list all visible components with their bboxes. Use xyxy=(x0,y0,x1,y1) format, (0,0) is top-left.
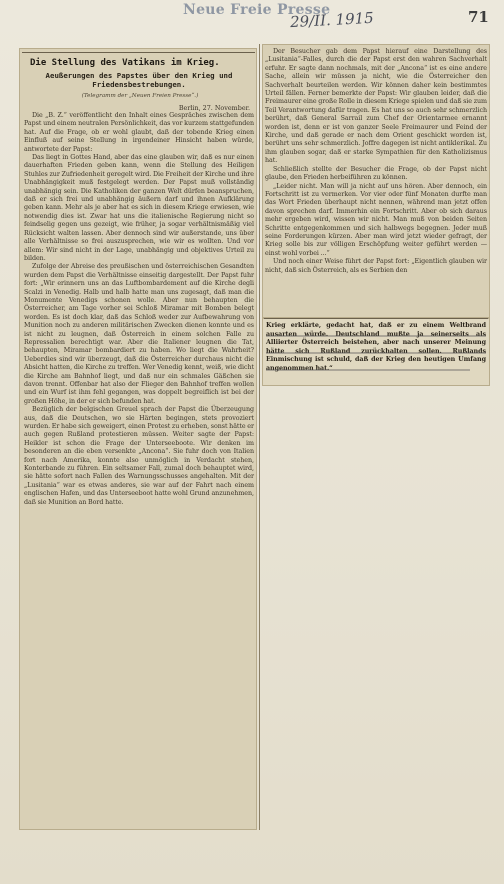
article-title: Die Stellung des Vatikans im Krieg. xyxy=(30,58,220,68)
paragraph: Das liegt in Gottes Hand, aber das eine glauben wir, daß es nur einen dauerhaften Frieden geben kann, wenn die Stellung des Heiligen Stuhles zur Zufriedenheit geregelt wird. Die Freiheit der Kirche und ihre Unabhängigkeit muß festgelegt werden. Der Papst muß vollständig unabhängig sein. Die Katholiken der ganzen Welt dürfen beanspruchen, daß er sich frei und unabhängig äußern darf und ihnen Aufklärung geben kann. Mehr als je aber hat es sich in diesem Kriege erwiesen, wie notwendig dies ist. Zwar hat uns die italienische Regierung nicht so feindselig gegen uns gezeigt, wie früher, ja sogar verhältnismäßig viel Rücksicht walten lassen. Aber dennoch sind wir außerstande, uns über alle Verhältnisse so frei auszusprechen, wie wir es wollten. Und vor allem: Wir sind nicht in der Lage, unabhängig und objektives Urteil zu bilden. xyxy=(24,154,254,262)
telegram-line: (Telegramm der „Neuen Freien Presse“.) xyxy=(81,93,199,99)
top-rule xyxy=(22,52,255,53)
section-rule xyxy=(264,318,488,319)
continuation-text xyxy=(266,322,486,374)
paragraph: Die „B. Z.“ veröffentlicht den Inhalt eines Gespräches zwischen dem Papst und einem neutralen Persönlichkeit, das vor kurzem stattgefunden hat. Auf die Frage, ob er wohl glaubt, daß der tobende Krieg einen Einfluß auf seine Stellung in irgendeiner Hinsicht haben würde, antwortete der Papst: xyxy=(24,112,254,153)
paragraph: Zufolge der Abreise des preußischen und österreichischen Gesandten wurden dem Papst die Verhältnisse einseitig dargestellt. Der Papst fuhr fort: „Wir erinnern uns an das Luftbombardement auf die Kirche degli Scalzi in Venedig. Halb und halb hatte man uns zugesagt, daß man die Monumente Venedigs schonen wolle. Aber nun behaupten die Österreicher, am Tage vorher sei Schloß Miramar mit Bomben belegt worden. Es ist doch klar, daß das Schloß weder zur Aufbewahrung von Munition noch zu anderen militärischen Zwecken dienen konnte und es ist nicht zu leugnen, daß Österreich in einem solchen Falle zu Repressalien berechtigt war. Aber die Italiener leugnen die Tat, behaupten, Miramar bombardiert zu haben. Wo liegt die Wahrheit? Ueberdies sind wir überzeugt, daß die Österreicher durchaus nicht die Absicht hatten, die Kirche zu treffen. Wer Venedig kennt, weiß, wie dicht die Kirche am Bahnhof liegt, und daß nur ein schmales Gäßchen sie davon trennt. Offenbar hat also der Flieger den Bahnhof treffen wollen und ein Wurf ist ihm fehl gegangen, was doppelt begreiflich ist bei der großen Höhe, in der er sich befunden hat. xyxy=(24,263,254,405)
article-subtitle: Aeußerungen des Papstes über den Krieg und Friedensbestrebungen. xyxy=(45,71,233,89)
column-divider xyxy=(259,44,260,830)
right-column-text xyxy=(265,48,487,275)
paragraph: Der Besucher gab dem Papst hierauf eine Darstellung des „Lusitania“-Falles, durch die der Papst erst den wahren Sachverhalt erfuhr. Er sagte dann nochmals, mit der „Ancona“ ist es eine andere Sache, allein wir müssen ja nicht, wie die Österreicher den Sachverhalt beurteilen werden. Wir können daher kein bestimmtes Urteil fällen. Ferner bemerkte der Papst: Wir glauben leider, daß die Freimaurer eine große Rolle in diesem Kriege spielen und daß sie zum Teil Verantwortung dafür tragen. Es hat uns so auch sehr schmerzlich berührt, daß General Sarrail zum Chef der Orientarmee ernannt worden ist, denn er ist von ganzer Seele Freimaurer und Feind der Kirche, und daß gerade er nach dem Orient geschickt worden ist, berührt uns sehr schmerzlich. Joffre dagegen ist nicht antiklerikal. Zu ihm glauben sogar, daß er starke Sympathien für den Katholizismus hat. xyxy=(265,48,487,165)
left-column-text xyxy=(24,112,254,507)
newspaper-header: Neue Freie Presse xyxy=(183,2,331,18)
handwritten-date: 29/II. 1915 xyxy=(289,8,375,32)
page-number: 71 xyxy=(468,8,489,26)
dateline: Berlin, 27. November. xyxy=(178,104,250,112)
paragraph: „Leider nicht. Man will ja nicht auf uns hören. Aber dennoch, ein Fortschritt ist zu vermerken. Vor vier oder fünf Monaten durfte man das Wort Frieden überhaupt nicht nennen, während man jetzt offen davon sprechen darf. Immerhin ein Fortschritt. Aber ob sich daraus mehr ergeben wird, wissen wir nicht. Man muß von beiden Seiten Schritte entgegenkommen und sich halbwegs begegnen. Jeder muß seine Forderungen kürzen. Aber man wird jetzt wieder gefragt, der Krieg solle bis zur völligen Erschöpfung weiter geführt werden — einst wohl vorbei ...“ xyxy=(265,182,487,257)
paragraph: Bezüglich der belgischen Greuel sprach der Papst die Überzeugung aus, daß die Deutschen, wo sie Härten begingen, stets provoziert wurden. Er habe sich geweigert, einen Protest zu erheben, sonst hätte er auch gegen Rußland protestieren müssen. Weiter sagte der Papst: Heikler ist schon die Frage der Unterseeboote. Wir denken im besonderen an die eben versenkte „Ancona“. Sie fuhr doch von Italien fort nach Amerika, konnte also unmöglich in Verdacht stehen, Konterbande zu führen. Ein seltsamer Fall, zumal doch behauptet wird, sie hätte sofort nach Fallen des Warnungsschusses angehalten. Mit der „Lusitania“ war es etwas anderes, sie war auf der Fahrt nach einem englischen Hafen, und das Unterseeboot hatte wohl Grund anzunehmen, daß sie Munition an Bord hatte. xyxy=(24,406,254,506)
paragraph: Schließlich stellte der Besucher die Frage, ob der Papst nicht glaube, den Frieden herbeiführen zu können. xyxy=(265,165,487,182)
paragraph: Und noch einer Weise führt der Papst fort: „Eigentlich glauben wir nicht, daß sich Österreich, als es Serbien den xyxy=(265,258,487,274)
paragraph: Krieg erklärte, gedacht hat, daß er zu einem Weltbrand ausarten würde. Deutschland mußte ja seinerseits als Alliierter Österreich beistehen, aber nach unserer Meinung hätte sich Rußland zurückhalten sollen. Rußlands Einmischung ist schuld, daß der Krieg den heutigen Umfang angenommen hat.“ xyxy=(266,322,486,372)
